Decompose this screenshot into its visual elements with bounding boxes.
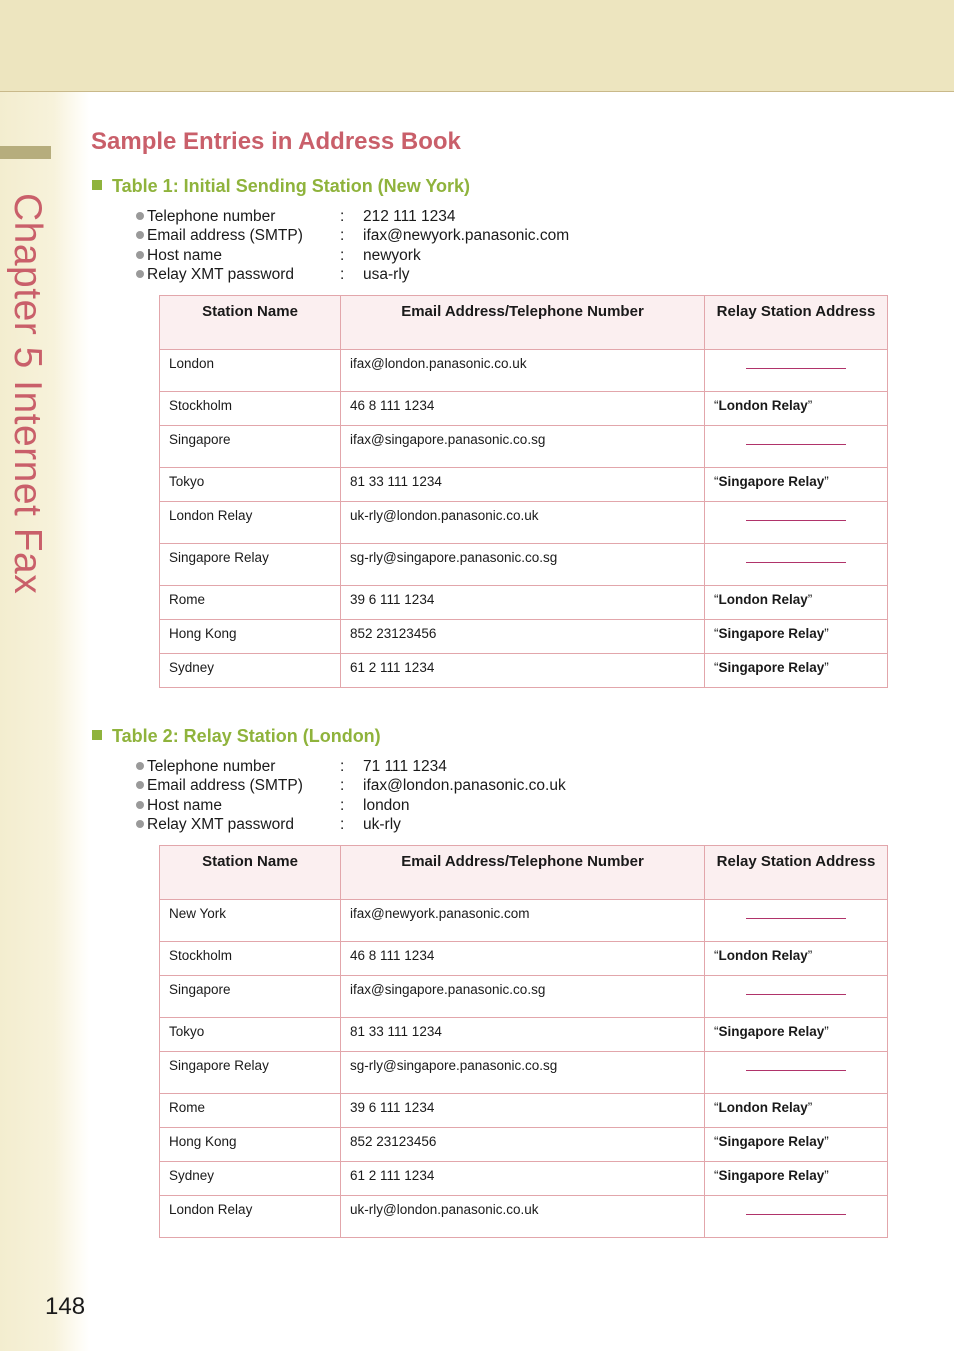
blank-entry-line — [746, 1214, 846, 1215]
info-colon: : — [340, 246, 345, 264]
table-row — [160, 620, 888, 654]
close-quote: ” — [807, 948, 813, 963]
table-row — [160, 1094, 888, 1128]
open-quote: “ — [714, 474, 719, 489]
info-label: Host name — [147, 246, 222, 264]
info-row — [136, 776, 636, 795]
open-quote: “ — [714, 626, 719, 641]
table-row — [160, 502, 888, 544]
relay-address-cell — [705, 1196, 888, 1238]
relay-address-cell — [705, 468, 888, 502]
station-name-cell: London Relay — [160, 502, 341, 544]
open-quote: “ — [714, 1134, 719, 1149]
station-name-cell: Stockholm — [160, 392, 341, 426]
info-value: newyork — [363, 246, 421, 264]
close-quote: ” — [824, 660, 829, 675]
relay-station-name: Singapore Relay — [718, 474, 825, 489]
address-cell: 81 33 111 1234 — [341, 1018, 705, 1052]
open-quote: “ — [714, 592, 719, 607]
table-row — [160, 426, 888, 468]
close-quote: ” — [824, 474, 829, 489]
page-title: Sample Entries in Address Book — [91, 128, 461, 155]
station-name-cell: Sydney — [160, 1162, 341, 1196]
header-relay-address: Relay Station Address — [705, 296, 888, 350]
station-name-cell: Singapore Relay — [160, 544, 341, 586]
table-row — [160, 654, 888, 688]
info-label: Relay XMT password — [147, 815, 295, 833]
relay-station-name: Singapore Relay — [718, 1168, 825, 1183]
address-cell: 46 8 111 1234 — [341, 392, 705, 426]
blank-entry-line — [746, 918, 846, 919]
info-row — [136, 265, 636, 284]
info-value: 71 111 1234 — [363, 758, 447, 775]
info-label: Relay XMT password — [147, 265, 295, 283]
bullet-icon — [136, 820, 144, 828]
section-heading-2 — [92, 726, 381, 747]
relay-station-name: London Relay — [718, 1100, 808, 1115]
info-value: london — [363, 796, 410, 814]
section-heading-text: Table 1: Initial Sending Station (New York) — [112, 176, 471, 196]
table-row — [160, 942, 888, 976]
info-colon: : — [340, 777, 345, 795]
station-name-cell: Hong Kong — [160, 1128, 341, 1162]
info-colon: : — [340, 208, 345, 225]
section-heading-1 — [92, 176, 470, 197]
top-banner — [0, 0, 954, 92]
bullet-icon — [136, 762, 144, 770]
table-row — [160, 976, 888, 1018]
blank-entry-line — [746, 562, 846, 563]
info-row — [136, 815, 636, 834]
close-quote: ” — [807, 592, 813, 607]
table-row — [160, 1018, 888, 1052]
info-row — [136, 207, 636, 226]
station-name-cell: Stockholm — [160, 942, 341, 976]
address-cell: 61 2 111 1234 — [341, 1162, 705, 1196]
relay-address-cell — [705, 1094, 888, 1128]
info-label: Host name — [147, 796, 222, 814]
relay-station-name: Singapore Relay — [718, 660, 825, 675]
square-bullet-icon — [92, 730, 102, 740]
section-heading-text: Table 2: Relay Station (London) — [112, 726, 381, 746]
header-relay-address: Relay Station Address — [705, 846, 888, 900]
relay-address-cell — [705, 1052, 888, 1094]
table-row — [160, 1128, 888, 1162]
relay-address-cell — [705, 426, 888, 468]
close-quote: ” — [824, 626, 829, 641]
bullet-icon — [136, 231, 144, 239]
address-cell: 81 33 111 1234 — [341, 468, 705, 502]
station-name-cell: Tokyo — [160, 468, 341, 502]
info-value: ifax@london.panasonic.co.uk — [363, 777, 566, 795]
chapter-label: Chapter 5 Internet Fax — [6, 193, 49, 595]
relay-address-cell — [705, 900, 888, 942]
table-body-1 — [160, 350, 888, 688]
relay-station-name: London Relay — [718, 948, 808, 963]
relay-station-name: Singapore Relay — [718, 626, 825, 641]
bullet-icon — [136, 212, 144, 220]
info-value: ifax@newyork.panasonic.com — [363, 227, 570, 245]
close-quote: ” — [824, 1024, 829, 1039]
station-info-2 — [136, 757, 636, 834]
table-row — [160, 1196, 888, 1238]
info-colon: : — [340, 227, 345, 245]
close-quote: ” — [807, 1100, 813, 1115]
station-name-cell: London Relay — [160, 1196, 341, 1238]
close-quote: ” — [824, 1168, 829, 1183]
close-quote: ” — [824, 1134, 829, 1149]
info-row — [136, 246, 636, 265]
relay-address-cell — [705, 392, 888, 426]
info-row — [136, 757, 636, 776]
address-cell: sg-rly@singapore.panasonic.co.sg — [341, 544, 705, 586]
blank-entry-line — [746, 444, 846, 445]
address-cell: 852 23123456 — [341, 1128, 705, 1162]
bullet-icon — [136, 801, 144, 809]
table-body-2 — [160, 900, 888, 1238]
relay-station-name: Singapore Relay — [718, 1134, 825, 1149]
address-cell: uk-rly@london.panasonic.co.uk — [341, 502, 705, 544]
address-cell: 61 2 111 1234 — [341, 654, 705, 688]
relay-station-name: London Relay — [718, 592, 808, 607]
address-table-1 — [159, 295, 888, 688]
header-email-tel: Email Address/Telephone Number — [341, 846, 705, 900]
info-label: Telephone number — [147, 208, 276, 225]
bullet-icon — [136, 781, 144, 789]
open-quote: “ — [714, 1100, 719, 1115]
relay-address-cell — [705, 654, 888, 688]
info-label: Email address (SMTP) — [147, 777, 303, 795]
station-name-cell: Singapore Relay — [160, 1052, 341, 1094]
relay-address-cell — [705, 544, 888, 586]
relay-address-cell — [705, 942, 888, 976]
address-table-2 — [159, 845, 888, 1238]
blank-entry-line — [746, 368, 846, 369]
table-row — [160, 1052, 888, 1094]
open-quote: “ — [714, 1024, 719, 1039]
relay-address-cell — [705, 350, 888, 392]
station-name-cell: Singapore — [160, 976, 341, 1018]
address-cell: ifax@newyork.panasonic.com — [341, 900, 705, 942]
square-bullet-icon — [92, 180, 102, 190]
relay-address-cell — [705, 1128, 888, 1162]
station-info-1 — [136, 207, 636, 284]
address-cell: ifax@singapore.panasonic.co.sg — [341, 426, 705, 468]
station-name-cell: New York — [160, 900, 341, 942]
address-cell: ifax@london.panasonic.co.uk — [341, 350, 705, 392]
address-cell: 39 6 111 1234 — [341, 586, 705, 620]
station-name-cell: Hong Kong — [160, 620, 341, 654]
table-row — [160, 900, 888, 942]
relay-address-cell — [705, 620, 888, 654]
bullet-icon — [136, 251, 144, 259]
open-quote: “ — [714, 398, 719, 413]
info-label: Email address (SMTP) — [147, 227, 303, 245]
relay-station-name: London Relay — [718, 398, 808, 413]
info-row — [136, 796, 636, 815]
info-label: Telephone number — [147, 758, 276, 775]
station-name-cell: Sydney — [160, 654, 341, 688]
relay-address-cell — [705, 1162, 888, 1196]
address-cell: 46 8 111 1234 — [341, 942, 705, 976]
header-station-name: Station Name — [160, 296, 341, 350]
blank-entry-line — [746, 994, 846, 995]
info-value: 212 111 1234 — [363, 208, 456, 225]
info-colon: : — [340, 265, 345, 283]
bullet-icon — [136, 270, 144, 278]
table-row — [160, 468, 888, 502]
table-row — [160, 392, 888, 426]
table-row — [160, 350, 888, 392]
relay-address-cell — [705, 502, 888, 544]
station-name-cell: Tokyo — [160, 1018, 341, 1052]
address-cell: 852 23123456 — [341, 620, 705, 654]
station-name-cell: London — [160, 350, 341, 392]
info-colon: : — [340, 758, 345, 775]
open-quote: “ — [714, 1168, 719, 1183]
header-station-name: Station Name — [160, 846, 341, 900]
relay-address-cell — [705, 976, 888, 1018]
station-name-cell: Rome — [160, 1094, 341, 1128]
header-email-tel: Email Address/Telephone Number — [341, 296, 705, 350]
station-name-cell: Singapore — [160, 426, 341, 468]
address-cell: 39 6 111 1234 — [341, 1094, 705, 1128]
open-quote: “ — [714, 948, 719, 963]
table-row — [160, 1162, 888, 1196]
relay-station-name: Singapore Relay — [718, 1024, 825, 1039]
table-row — [160, 544, 888, 586]
table-row — [160, 586, 888, 620]
info-colon: : — [340, 815, 345, 833]
blank-entry-line — [746, 1070, 846, 1071]
address-cell: sg-rly@singapore.panasonic.co.sg — [341, 1052, 705, 1094]
info-row — [136, 226, 636, 245]
station-name-cell: Rome — [160, 586, 341, 620]
info-colon: : — [340, 796, 345, 814]
address-cell: ifax@singapore.panasonic.co.sg — [341, 976, 705, 1018]
relay-address-cell — [705, 586, 888, 620]
close-quote: ” — [807, 398, 813, 413]
chapter-tab-marker — [0, 146, 51, 159]
open-quote: “ — [714, 660, 719, 675]
blank-entry-line — [746, 520, 846, 521]
info-value: usa-rly — [363, 265, 410, 283]
info-value: uk-rly — [363, 815, 401, 833]
address-cell: uk-rly@london.panasonic.co.uk — [341, 1196, 705, 1238]
relay-address-cell — [705, 1018, 888, 1052]
page-number: 148 — [45, 1293, 86, 1320]
